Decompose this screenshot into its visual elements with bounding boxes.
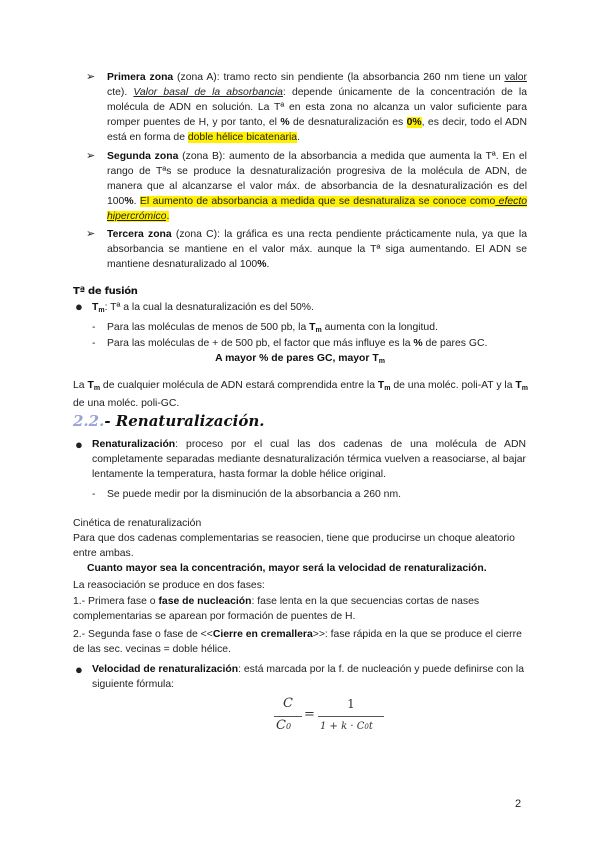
zone-a-highlight-zero: 0% [406, 117, 422, 128]
renat-title: Renaturalización [92, 439, 176, 450]
zone-b-text-3: . [166, 211, 170, 222]
formula-rhs-numerator: 1 [347, 697, 355, 711]
formula-rhs-den-sub: 0 [364, 723, 369, 731]
formula-rhs-bar [318, 716, 384, 717]
formula-equals: = [304, 707, 315, 722]
kinetics-bold-statement [87, 561, 487, 576]
tm-dash-2 [107, 336, 487, 351]
zone-a-text-6: . [297, 132, 300, 143]
bullet-dot-icon: ● [75, 299, 83, 314]
tm-range-text: La [73, 380, 88, 391]
tm-subscript: m [521, 385, 529, 392]
zone-a-text-3: : depende únicamente de la concentración de la molécula de ADN en solución. La Tª en esta zona no alcanza un valor suficiente para romper puentes de H, y por tanto, el [107, 87, 527, 128]
kinetics-text: Para que dos cadenas complementarias se reasocien, tiene que producirse un choque aleatorio entre ambas. [73, 533, 515, 559]
phase-1 [73, 594, 531, 624]
tm-dash-1-text: Para las moléculas de menos de 500 pb, la [107, 322, 310, 333]
renat-measure: Se puede medir por la disminución de la absorbancia a 260 nm. [107, 489, 402, 500]
gc-center-subscript: m [378, 358, 385, 365]
tm-subscript: m [93, 385, 101, 392]
bullet-dot-icon: ● [75, 662, 83, 677]
velocity-text: : está marcada por la f. de nucleación y puede definirse con la siguiente fórmula: [92, 664, 525, 690]
phases-intro: La reasociación se produce en dos fases: [73, 580, 265, 591]
tm-dash-1-text-2: aumenta con la longitud. [321, 322, 438, 333]
page-number: 2 [515, 798, 522, 810]
kinetics-bold-text: Cuanto mayor sea la concentración, mayor será la velocidad de renaturalización. [87, 563, 487, 574]
phase-2-text-2: >>: fase rápida en la que se produce el cierre de las sec. vecinas = doble hélice. [73, 629, 522, 655]
tm-range-text-2: de cualquier molécula de ADN estará comprendida entre la [100, 380, 378, 391]
zone-c-text-2: . [266, 259, 270, 270]
zone-c-percent: % [257, 259, 267, 270]
tm-dash-2-text: Para las moléculas de + de 500 pb, el factor que más influye es la [107, 338, 414, 349]
gc-center-statement [130, 351, 470, 369]
tm-range-text-4: de una moléc. poli-GC. [73, 398, 180, 409]
zone-b-text: (zona B): aumento de la absorbancia a medida que aumenta la Tª. En el rango de Tªs se produce la desnaturalización progresiva de la molécula de ADN, de manera que al alcanzarse el valor máx. de absorbancia de la desnaturalización es del 100 [107, 151, 527, 207]
zone-a-text: (zona A): tramo recto sin pendiente (la absorbancia 260 nm tiene un [173, 72, 505, 83]
velocity-paragraph [92, 662, 532, 692]
zone-a-underline: valor [504, 72, 527, 83]
tm-subscript: m [384, 385, 391, 392]
tfusion-heading: Tª de fusión [73, 286, 138, 297]
arrow-bullet-icon: ➢ [86, 150, 96, 162]
gc-center-text: A mayor % de pares GC, mayor T [215, 353, 379, 364]
zone-a-text-5: , es decir, todo el ADN está en forma de [107, 117, 527, 143]
zone-a-highlight: doble hélice bicatenaria [187, 132, 298, 143]
section-title: - Renaturalización. [104, 412, 265, 430]
formula-fraction-bar [274, 716, 302, 717]
renat-text: : proceso por el cual las dos cadenas de una molécula de ADN completamente separadas mediante desnaturalización térmica vuelven a reasociarse, al bajar lentamente la temperatura, hasta formar la doble hélice original. [92, 439, 526, 480]
zone-a-text-2: cte). [107, 87, 134, 98]
dash-bullet-icon: - [92, 489, 96, 500]
zone-b-percent: % [124, 196, 134, 207]
section-heading [73, 414, 264, 429]
arrow-bullet-icon: ➢ [86, 228, 96, 240]
formula-rhs-den-text: 1 + k · C [320, 721, 365, 732]
zone-a-percent: % [280, 117, 290, 128]
zone-a-text-4: de desnaturalización es [289, 117, 407, 128]
tm-symbol: T [377, 380, 385, 391]
tm-subscript: m [315, 327, 322, 334]
phase-2-bold: Cierre en cremallera [212, 629, 313, 640]
formula-rhs-den-t: t [368, 721, 373, 732]
formula-den-sub: 0 [285, 722, 292, 731]
tm-subscript: m [98, 307, 105, 314]
tm-range-text-3: de una moléc. poli-AT y la [390, 380, 516, 391]
formula-numerator: C [283, 696, 293, 711]
tm-definition [92, 300, 314, 318]
zone-c-title: Tercera zona [107, 229, 172, 240]
section-number: 2.2. [73, 412, 105, 430]
tm-symbol: T [92, 302, 99, 313]
phase-1-text: 1.- Primera fase o [73, 596, 159, 607]
arrow-bullet-icon: ➢ [86, 71, 96, 83]
tm-dash-2-text-2: de pares GC. [422, 338, 488, 349]
zone-c-paragraph [107, 227, 527, 272]
zone-a-title: Primera zona [107, 72, 174, 83]
velocity-title: Velocidad de renaturalización [92, 664, 239, 675]
zone-b-paragraph [107, 149, 527, 224]
tm-symbol: T [515, 380, 522, 391]
kinetics-title: Cinética de renaturalización [73, 518, 202, 529]
tm-symbol: T [309, 322, 316, 333]
phase-1-bold: fase de nucleación [158, 596, 252, 607]
zone-b-highlight: El aumento de absorbancia a medida que se desnaturaliza se conoce como [139, 196, 496, 207]
zone-a-paragraph [107, 70, 527, 145]
tm-symbol: T [87, 380, 94, 391]
bullet-dot-icon: ● [75, 437, 83, 452]
zone-b-text-2: . [133, 196, 140, 207]
tm-dash-2-percent: % [413, 338, 423, 349]
renat-definition [92, 437, 526, 482]
formula-denominator [276, 718, 306, 734]
phase-2 [73, 627, 531, 657]
phase-1-text-2: : fase lenta en la que secuencias cortas de nases complementarias se aparean por formación de puentes de H. [73, 596, 480, 622]
tm-range-paragraph [73, 378, 533, 411]
zone-b-highlight-italic: efecto hipercrómico [107, 196, 527, 222]
zone-b-title: Segunda zona [107, 151, 179, 162]
zone-a-italic: Valor basal de la absorbancia [133, 87, 283, 98]
formula-rhs-denominator [320, 719, 390, 735]
phase-2-text: 2.- Segunda fase o fase de << [73, 629, 213, 640]
dash-bullet-icon: - [92, 322, 96, 333]
dash-bullet-icon: - [92, 338, 96, 349]
zone-c-text: (zona C): la gráfica es una recta pendiente prácticamente nula, ya que la absorbancia se mantiene en el valor máx. aunque la Tª siga aumentando. El ADN se mantiene desnaturalizado al 100 [107, 229, 527, 270]
formula-den-c: C [276, 718, 286, 733]
renaturation-formula [270, 696, 390, 740]
tm-text: : Tª a la cual la desnaturalización es del 50%. [104, 302, 314, 313]
